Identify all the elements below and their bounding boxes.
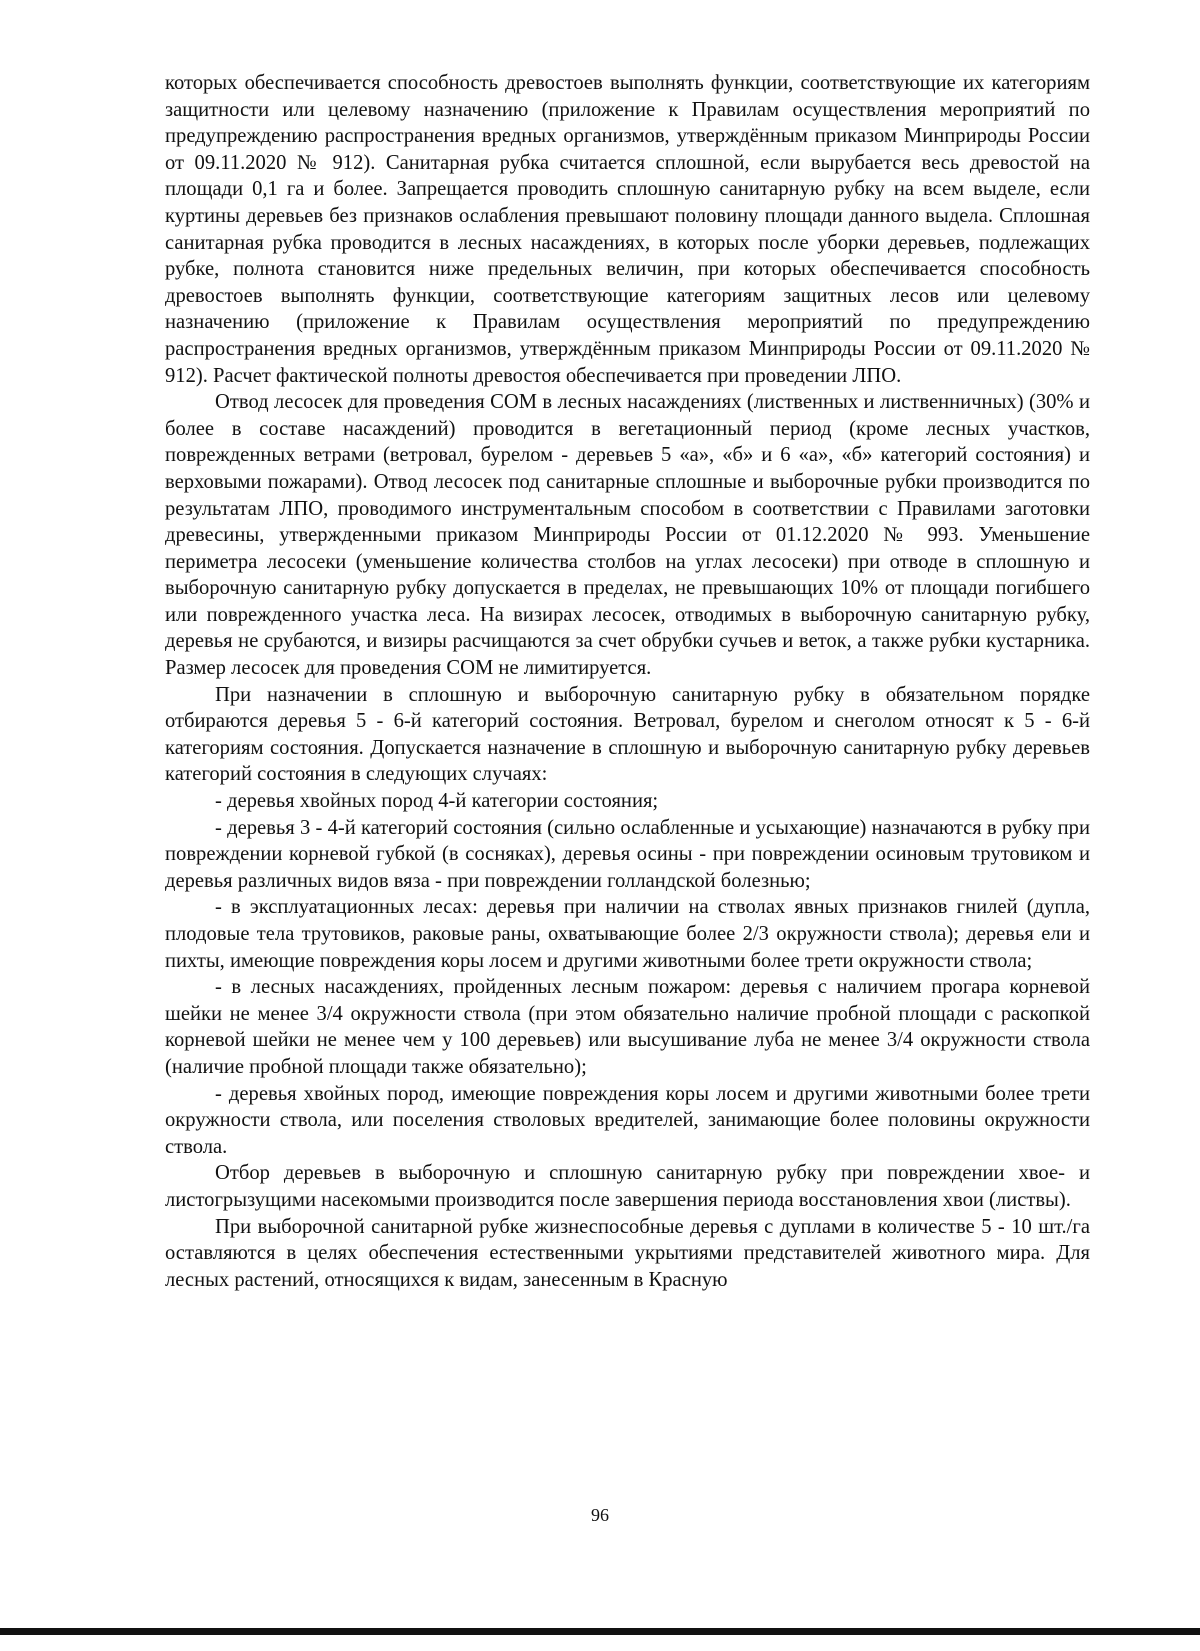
list-item-bark-damage: - деревья хвойных пород, имеющие повреждения коры лосем и другими животными более трети окружности ствола, или поселения стволовых вредителей, занимающие более половины окружности ствола. [165, 1082, 1090, 1158]
document-body [165, 70, 1090, 1293]
paragraph-hollow-trees: При выборочной санитарной рубке жизнеспособные деревья с дуплами в количестве 5 - 10 шт./га оставляются в целях обеспечения естественными укрытиями представителей животного мира. Для лесных растений, относящихся к видам, занесенным в Красную [165, 1215, 1090, 1291]
list-item-root-fungus: - деревья 3 - 4-й категорий состояния (сильно ослабленные и усыхающие) назначаются в рубку при повреждении корневой губкой (в сосняках), деревья осины - при повреждении осиновым трутовиком и деревья различных видов вяза - при повреждении голландской болезнью; [165, 816, 1090, 892]
bottom-rule [0, 1628, 1200, 1635]
paragraph-sanitary-clearcut: которых обеспечивается способность древостоев выполнять функции, соответствующие их категориям защитности или целевому назначению (приложение к Правилам осуществления мероприятий по предупреждению распространения вредных организмов, утверждённым приказом Минприроды России от 09.11.2020 № 912). Санитарная рубка считается сплошной, если вырубается весь древостой на площади 0,1 га и более. Запрещается проводить сплошную санитарную рубку на всем выделе, если куртины деревьев без признаков ослабления превышают половину площади данного выдела. Сплошная санитарная рубка проводится в лесных насаждениях, в которых после уборки деревьев, подлежащих рубке, полнота становится ниже предельных величин, при которых обеспечивается способность древостоев выполнять функции, соответствующие категориям защитных лесов или целевому назначению (приложение к Правилам осуществления мероприятий по предупреждению распространения вредных организмов, утверждённым приказом Минприроды России от 09.11.2020 № 912). Расчет фактической полноты древостоя обеспечивается при проведении ЛПО. [165, 72, 1090, 387]
page-number: 96 [591, 1505, 609, 1525]
paragraph-defoliators: Отбор деревьев в выборочную и сплошную санитарную рубку при повреждении хвое- и листогрызущими насекомыми производится после завершения периода восстановления хвои (листвы). [165, 1162, 1090, 1211]
list-item-fire-damaged: - в лесных насаждениях, пройденных лесным пожаром: деревья с наличием прогара корневой шейки не менее 3/4 окружности ствола (при этом обязательно наличие пробной площади с раскопкой корневой шейки не менее чем у 100 деревьев) или высушивание луба не менее 3/4 окружности ствола (наличие пробной площади также обязательно); [165, 976, 1090, 1078]
list-item-production-forests: - в эксплуатационных лесах: деревья при наличии на стволах явных признаков гнилей (дупла, плодовые тела трутовиков, раковые раны, охватывающие более 2/3 окружности ствола); деревья ели и пихты, имеющие повреждения коры лосем и другими животными более трети окружности ствола; [165, 896, 1090, 972]
paragraph-tree-selection: При назначении в сплошную и выборочную санитарную рубку в обязательном порядке отбираются деревья 5 - 6-й категорий состояния. Ветровал, бурелом и снеголом относят к 5 - 6-й категориям состояния. Допускается назначение в сплошную и выборочную санитарную рубку деревьев категорий состояния в следующих случаях: [165, 683, 1090, 786]
paragraph-plot-allotment: Отвод лесосек для проведения СОМ в лесных насаждениях (лиственных и лиственничных) (30% и более в составе насаждений) проводится в вегетационный период (кроме лесных участков, поврежденных ветрами (ветровал, бурелом - деревьев 5 «а», «б» и 6 «а», «б» категорий состояния) и верховыми пожарами). Отвод лесосек под санитарные сплошные и выборочные рубки производится по результатам ЛПО, проводимого инструментальным способом в соответствии с Правилами заготовки древесины, утвержденными приказом Минприроды России от 01.12.2020 № 993. Уменьшение периметра лесосеки (уменьшение количества столбов на углах лесосеки) при отводе в сплошную и выборочную санитарную рубку допускается в пределах, не превышающих 10% от площади погибшего или поврежденного участка леса. На визирах лесосек, отводимых в выборочную санитарную рубку, деревья не срубаются, и визиры расчищаются за счет обрубки сучьев и веток, а также рубки кустарника. Размер лесосек для проведения СОМ не лимитируется. [165, 391, 1090, 680]
list-item-conifers: - деревья хвойных пород 4-й категории состояния; [215, 790, 659, 813]
